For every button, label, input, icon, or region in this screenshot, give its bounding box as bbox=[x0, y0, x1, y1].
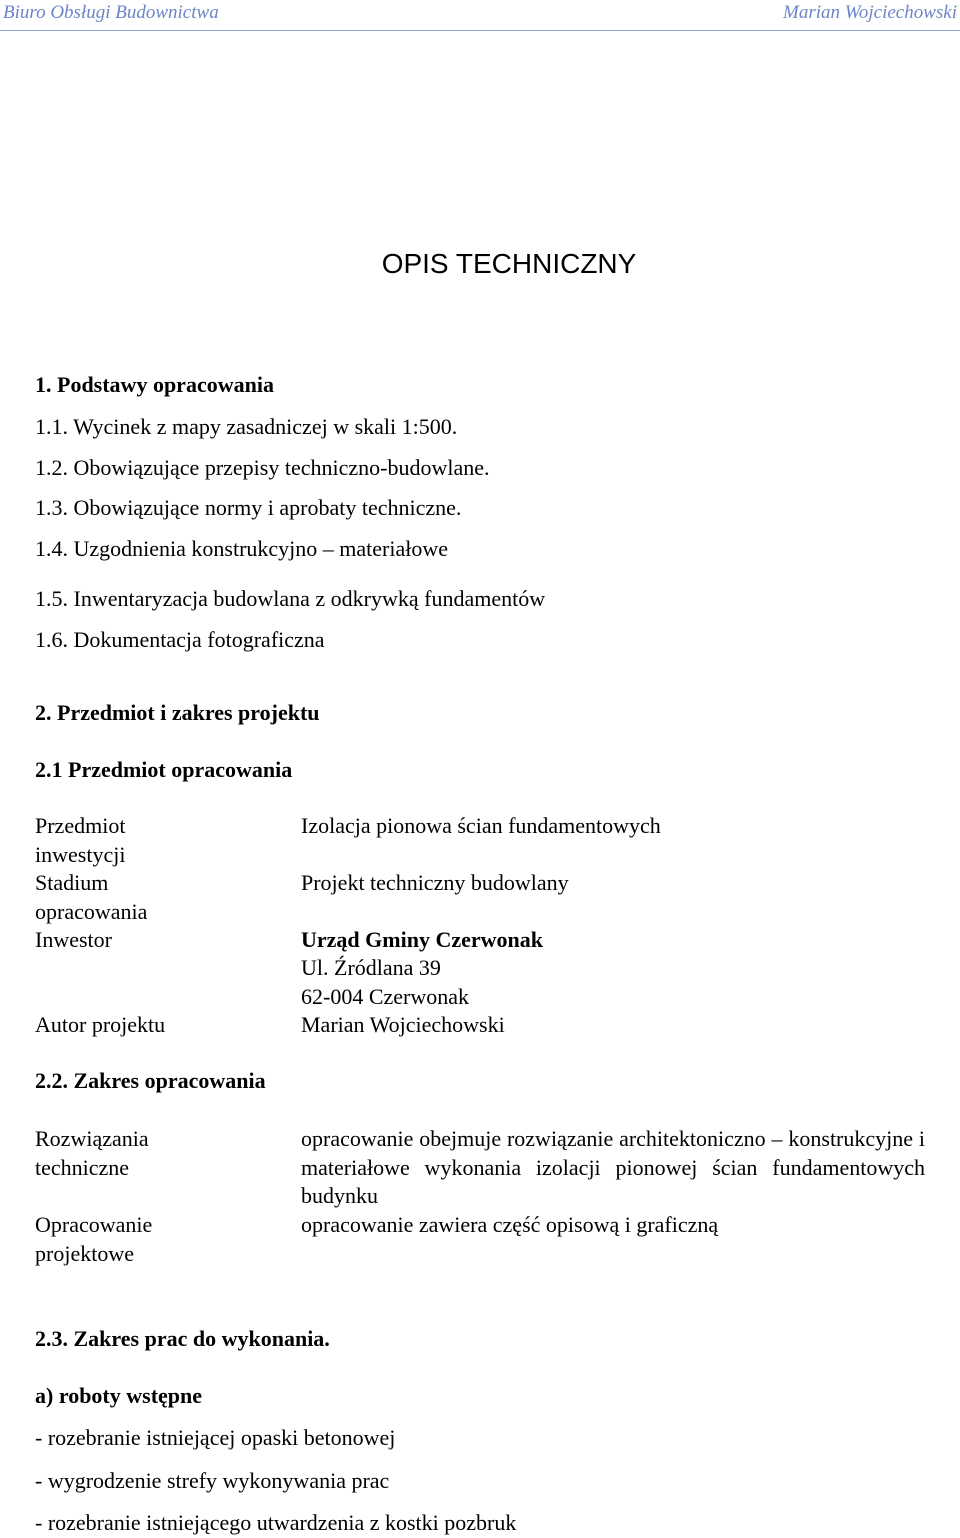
section-2-3-heading: 2.3. Zakres prac do wykonania. bbox=[35, 1326, 330, 1351]
inwestor-address-city: 62-004 Czerwonak bbox=[301, 984, 470, 1009]
section-1-item: 1.2. Obowiązujące przepisy techniczno-budowlane. bbox=[35, 455, 490, 480]
value-stadium: Projekt techniczny budowlany bbox=[301, 870, 569, 895]
section-1-item: 1.5. Inwentaryzacja budowlana z odkrywką fundamentów bbox=[35, 586, 546, 611]
label-opracowanie: Opracowanie projektowe bbox=[35, 1212, 153, 1266]
inwestor-address-street: Ul. Źródlana 39 bbox=[301, 955, 441, 980]
label-inwestor: Inwestor bbox=[35, 927, 112, 952]
section-2-heading: 2. Przedmiot i zakres projektu bbox=[35, 700, 320, 725]
label-autor: Autor projektu bbox=[35, 1012, 166, 1037]
section-2-1-heading: 2.1 Przedmiot opracowania bbox=[35, 757, 293, 782]
section-2-2-heading: 2.2. Zakres opracowania bbox=[35, 1068, 266, 1093]
roboty-wstepne-heading: a) roboty wstępne bbox=[35, 1383, 203, 1408]
label-rozwiazania: Rozwiązania techniczne bbox=[35, 1126, 149, 1180]
list-item: - rozebranie istniejącego utwardzenia z kostki pozbruk bbox=[35, 1510, 517, 1535]
document-title: OPIS TECHNICZNY bbox=[381, 248, 637, 279]
header-rule bbox=[0, 30, 960, 31]
value-rozwiazania: opracowanie obejmuje rozwiązanie architektoniczno – konstrukcyjne i materiałowe wykonania izolacji pionowej ścian fundamentowych budynku bbox=[301, 1126, 925, 1208]
page-header bbox=[0, 0, 960, 32]
label-stadium: Stadium opracowania bbox=[35, 870, 148, 924]
section-1-item: 1.3. Obowiązujące normy i aprobaty techniczne. bbox=[35, 495, 462, 520]
header-company: Biuro Obsługi Budownictwa bbox=[3, 2, 219, 23]
section-1-item: 1.4. Uzgodnienia konstrukcyjno – materiałowe bbox=[35, 536, 449, 561]
value-autor: Marian Wojciechowski bbox=[301, 1012, 505, 1037]
section-1-item: 1.6. Dokumentacja fotograficzna bbox=[35, 627, 325, 652]
section-1-item: 1.1. Wycinek z mapy zasadniczej w skali 1:500. bbox=[35, 414, 458, 439]
value-inwestor: Urząd Gminy Czerwonak bbox=[301, 927, 543, 952]
list-item: - rozebranie istniejącej opaski betonowej bbox=[35, 1425, 396, 1450]
header-author: Marian Wojciechowski bbox=[783, 2, 957, 23]
value-opracowanie: opracowanie zawiera część opisową i graficzną bbox=[301, 1212, 719, 1237]
section-1-heading: 1. Podstawy opracowania bbox=[35, 372, 274, 397]
label-przedmiot: Przedmiot inwestycji bbox=[35, 813, 126, 867]
value-przedmiot: Izolacja pionowa ścian fundamentowych bbox=[301, 813, 661, 838]
list-item: - wygrodzenie strefy wykonywania prac bbox=[35, 1468, 390, 1493]
